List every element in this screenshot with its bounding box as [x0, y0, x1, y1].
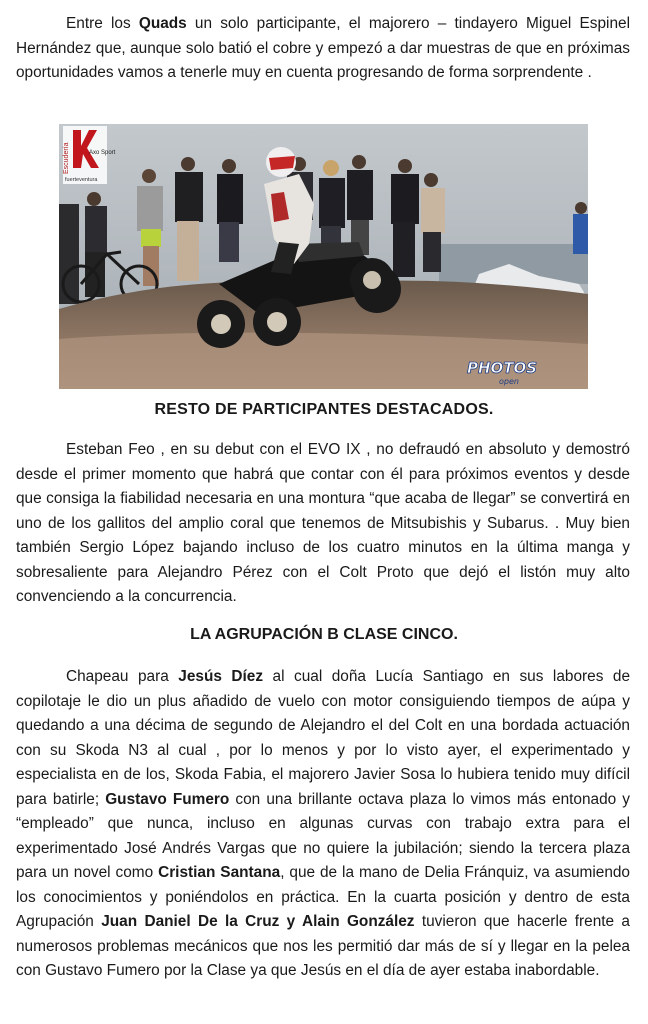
paragraph-text: con una brillante octava plaza lo vimos más entonado y “empleado” que nunca, incluso en algunas curvas con trabajo extra para el experimentado José Andrés Vargas que no quiere la jubilación; siendo la tercera plaza para un novel como — [16, 790, 630, 881]
paragraph-text: Chapeau para — [66, 668, 179, 685]
heading-agrupacion-b: LA AGRUPACIÓN B CLASE CINCO. — [190, 626, 458, 643]
logo-main-text: Axo Sport — [89, 150, 116, 156]
paragraph-agrupacion — [16, 665, 630, 984]
logo-side-text: Escudería — [63, 142, 70, 174]
paragraph-text: un solo participante, el majorero – tindayero Miguel Espinel Hernández que, aunque solo batió el cobre y empezó a dar muestras de que en próximas oportunidades vamos a tenerle muy en cuenta progresando de forma sorprendente . — [16, 15, 631, 81]
paragraph-resto — [16, 438, 630, 610]
paragraph-text: , que de la mano de Delia Fránquiz, va asumiendo los conocimientos y poniéndolos en práctica. En la cuarta posición y dentro de esta Agrupación — [16, 864, 630, 930]
quad-race-photo — [59, 124, 588, 389]
watermark-photos: PHOTOS — [467, 359, 538, 377]
paragraph-text: tuvieron que hacerle frente a numerosos problemas mecánicos que nos les permitió dar más de sí y llegar en la pelea con Gustavo Fumero por la Clase ya que Jesús en el día de ayer estaba inabordable. — [16, 913, 630, 979]
heading-resto-participantes: RESTO DE PARTICIPANTES DESTACADOS. — [154, 401, 494, 418]
paragraph-text: al cual doña Lucía Santiago en sus labores de copilotaje le dio un plus añadido de vuelo con motor consiguiendo tiempos de aúpa y quedando a una décima de segundo de Alejandro el del Colt en una bordada actuación con su Skoda N3 al cual , por lo menos y por lo visto ayer, el experimentado y especialista en de los, Skoda Fabia, el majorero Javier Sosa lo hubiera tenido muy difícil para batirle; — [16, 668, 631, 808]
watermark-open: open — [499, 377, 519, 386]
paragraph-text: Esteban Feo , en su debut con el EVO IX , no defraudó en absoluto y demostró desde el primer momento que habrá que contar con él para próximos eventos y desde que consiga la fiabilidad necesaria en una montura “que acaba de llegar” se convertirá en uno de los gallitos del amplio coral que tenemos de Mitsubishis y Subarus. . Muy bien también Sergio López bajando incluso de los cuatro minutos en la última manga y sobresaliente para Alejandro Pérez con el Colt Proto que dejó el listón muy alto convenciendo a la concurrencia. — [16, 441, 630, 605]
bold-jesus-diez: Jesús Díez — [178, 668, 264, 685]
bold-juan-daniel-alain: Juan Daniel De la Cruz y Alain González — [101, 913, 415, 930]
paragraph-quads — [16, 12, 630, 86]
bold-gustavo-fumero: Gustavo Fumero — [105, 790, 230, 808]
paragraph-text: Entre los — [66, 15, 139, 32]
photo-illustration — [59, 124, 588, 389]
logo-bottom-text: fuerteventura — [65, 177, 98, 183]
bold-cristian-santana: Cristian Santana — [158, 864, 281, 881]
bold-quads: Quads — [138, 15, 187, 32]
